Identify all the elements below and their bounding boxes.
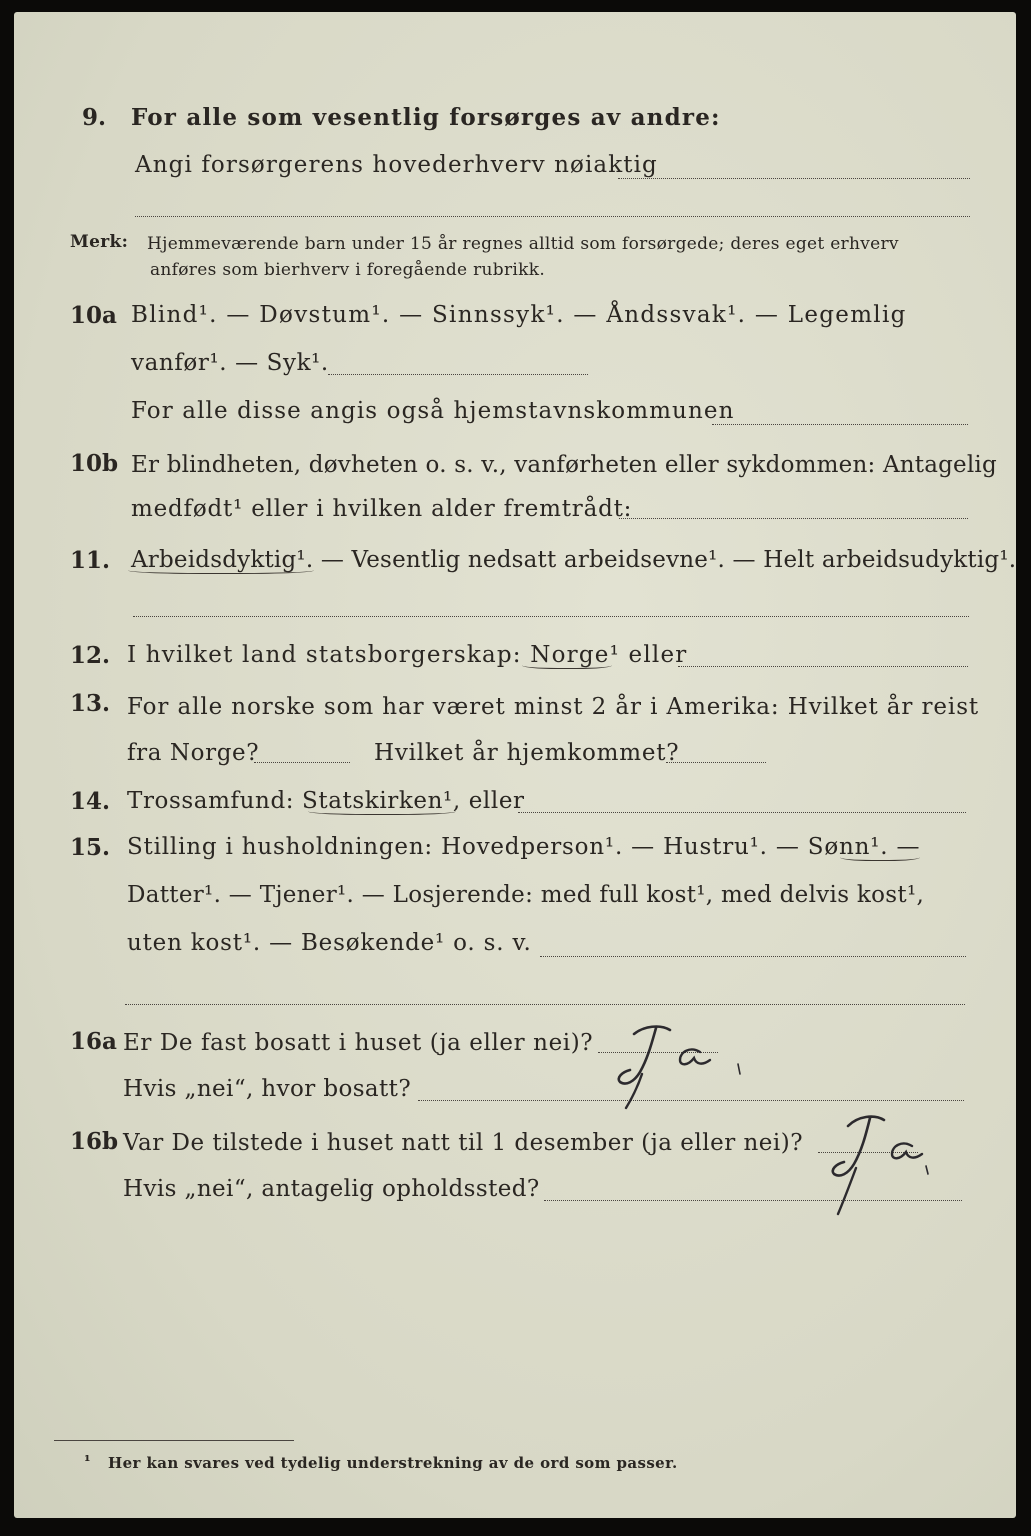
q11-option-arbeidsdyktig[interactable]: Arbeidsdyktig¹. xyxy=(131,547,314,573)
q13-line-1: For alle norske som har været minst 2 år i Amerika: Hvilket år reist xyxy=(127,694,980,720)
q16a-line-2: Hvis „nei“, hvor bosatt? xyxy=(123,1076,412,1102)
q11-separator xyxy=(133,616,969,617)
q13-number: 13. xyxy=(70,690,111,717)
merk-line-1: Hjemmeværende barn under 15 år regnes alltid som forsørgede; deres eget erhverv xyxy=(147,234,899,254)
q11-other-options: — Vesentlig nedsatt arbeidsevne¹. — Helt arbeidsudyktig¹. xyxy=(313,547,1016,573)
q11-selection-underline xyxy=(128,565,314,574)
q14-number: 14. xyxy=(70,788,111,815)
q15-prompt: Stilling i husholdningen: Hovedperson¹. — Hustru¹. — xyxy=(127,834,808,860)
merk-line-2: anføres som bierhverv i foregående rubrikk. xyxy=(150,260,546,280)
q10a-answer-line[interactable] xyxy=(328,374,588,375)
q10a-home-municipality-line[interactable] xyxy=(712,424,968,425)
q12-option-norge[interactable]: Norge¹ xyxy=(530,642,621,668)
q13-departed-line[interactable] xyxy=(254,762,350,763)
q11-number: 11. xyxy=(70,547,111,574)
q16b-handwritten-answer xyxy=(814,1108,944,1218)
footnote-rule xyxy=(54,1440,294,1441)
q13-returned-label: Hvilket år hjemkommet? xyxy=(374,740,680,766)
q15-separator xyxy=(125,1004,965,1005)
q10a-line-2: vanfør¹. — Syk¹. xyxy=(131,350,329,376)
q10a-line-1: Blind¹. — Døvstum¹. — Sinnssyk¹. — Åndssvak¹. — Legemlig xyxy=(131,302,907,328)
q10b-line-1: Er blindheten, døvheten o. s. v., vanførheten eller sykdommen: Antagelig xyxy=(131,452,997,478)
q12-selection-underline xyxy=(522,660,612,669)
q12-eller: eller xyxy=(620,642,688,668)
q9-separator xyxy=(135,216,970,217)
q14-eller: , eller xyxy=(452,788,525,814)
footnote-text: Her kan svares ved tydelig understrekning av de ord som passer. xyxy=(108,1454,678,1472)
q13-departed-label: fra Norge? xyxy=(127,740,260,766)
q15-line-3: uten kost¹. — Besøkende¹ o. s. v. xyxy=(127,930,532,956)
q14-answer-line[interactable] xyxy=(518,812,966,813)
q15-option-sonn[interactable]: Sønn¹ xyxy=(807,834,881,860)
q13-returned-line[interactable] xyxy=(666,762,766,763)
q12-prompt: I hvilket land statsborgerskap: xyxy=(127,642,531,668)
q15-number: 15. xyxy=(70,834,111,861)
footnote-mark: ¹ xyxy=(84,1452,91,1470)
q9-heading: For alle som vesentlig forsørges av andre: xyxy=(131,104,721,131)
q16a-number: 16a xyxy=(70,1028,117,1055)
q9-number: 9. xyxy=(82,104,107,131)
q12-number: 12. xyxy=(70,642,111,669)
q10a-line-3: For alle disse angis også hjemstavnskommunen xyxy=(131,398,735,424)
q14-option-statskirken[interactable]: Statskirken¹ xyxy=(302,788,453,814)
q16b-line-1: Var De tilstede i huset natt til 1 desember (ja eller nei)? xyxy=(123,1130,804,1156)
q15-selection-underline xyxy=(840,852,920,861)
q9-prompt: Angi forsørgerens hovederhverv nøiaktig xyxy=(135,152,658,178)
merk-label: Merk: xyxy=(70,232,129,252)
q15-dash: . — xyxy=(880,834,921,860)
q16b-number: 16b xyxy=(70,1128,119,1155)
q10b-number: 10b xyxy=(70,450,119,477)
q15-line-2: Datter¹. — Tjener¹. — Losjerende: med full kost¹, med delvis kost¹, xyxy=(127,882,925,908)
q15-line-1 xyxy=(127,834,920,860)
q14-prompt: Trossamfund: xyxy=(127,788,303,814)
q16a-line-1: Er De fast bosatt i huset (ja eller nei)? xyxy=(123,1030,594,1056)
q10b-line-2: medfødt¹ eller i hvilken alder fremtrådt: xyxy=(131,496,633,522)
q15-answer-line[interactable] xyxy=(540,956,966,957)
q9-answer-line[interactable] xyxy=(618,178,970,179)
q16a-handwritten-answer xyxy=(604,1012,754,1112)
q10a-number: 10a xyxy=(70,302,117,329)
q16b-line-2: Hvis „nei“, antagelig opholdssted? xyxy=(123,1176,540,1202)
q10b-answer-line[interactable] xyxy=(619,518,968,519)
q12-answer-line[interactable] xyxy=(678,666,968,667)
census-form-page xyxy=(14,12,1016,1518)
q14-selection-underline xyxy=(308,806,456,815)
